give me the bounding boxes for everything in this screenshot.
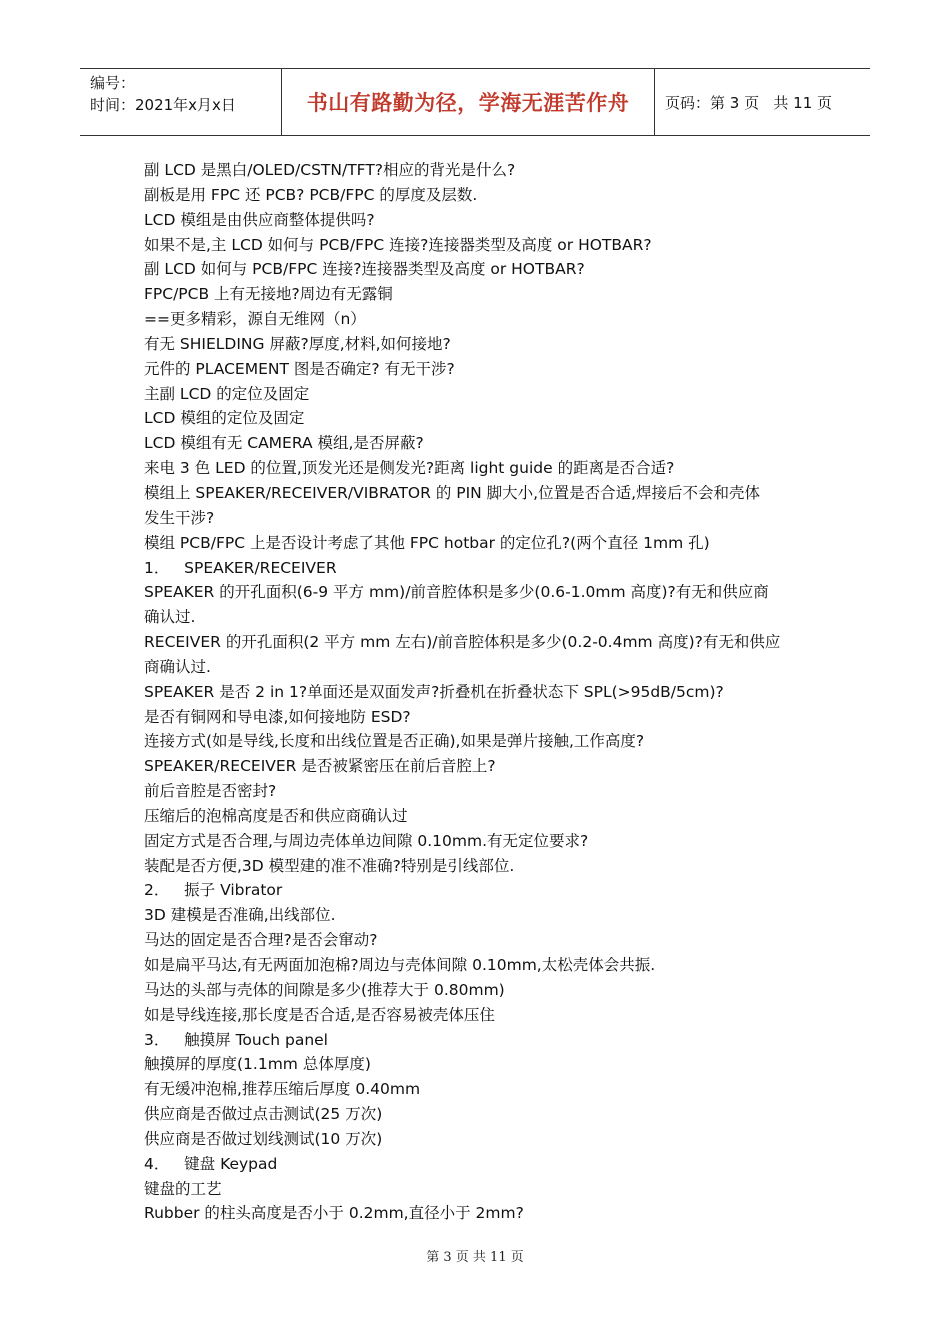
body-line: 如是导线连接,那长度是否合适,是否容易被壳体压住 [144,1005,495,1024]
body-line: 如是扁平马达,有无两面加泡棉?周边与壳体间隙 0.10mm,太松壳体会共振. [144,956,656,974]
body-line: 模组上 SPEAKER/RECEIVER/VIBRATOR 的 PIN 脚大小,位置是否合适,焊接后不会和壳体 [144,483,761,502]
body-line: 副板是用 FPC 还 PCB? PCB/FPC 的厚度及层数. [144,185,478,204]
body-line: SPEAKER 是否 2 in 1?单面还是双面发声?折叠机在折叠状态下 SPL(>95dB/5cm)? [144,682,724,701]
body-line: 主副 LCD 的定位及固定 [144,384,310,403]
body-line: 有无缓冲泡棉,推荐压缩后厚度 0.40mm [144,1080,421,1099]
body-line: 供应商是否做过点击测试(25 万次) [144,1105,383,1124]
document-body [144,158,820,1226]
header-page-info: 页码：第 3 页 共 11 页 [665,93,833,112]
body-line: 压缩后的泡棉高度是否和供应商确认过 [144,806,408,825]
body-line: FPC/PCB 上有无接地?周边有无露铜 [144,285,393,304]
body-line: SPEAKER/RECEIVER 是否被紧密压在前后音腔上? [144,757,496,776]
body-line: 装配是否方便,3D 模型建的准不准确?特别是引线部位. [144,856,515,875]
body-line: SPEAKER 的开孔面积(6-9 平方 mm)/前音腔体积是多少(0.6-1.0mm 高度)?有无和供应商 [144,583,769,602]
body-line: 连接方式(如是导线,长度和出线位置是否正确),如果是弹片接触,工作高度? [144,732,645,751]
header-motto: 书山有路勤为径，学海无涯苦作舟 [282,69,655,135]
body-line: 来电 3 色 LED 的位置,顶发光还是侧发光?距离 light guide 的距离是否合适? [144,459,675,478]
body-line: 商确认过. [144,657,211,676]
body-line: 模组 PCB/FPC 上是否设计考虑了其他 FPC hotbar 的定位孔?(两个直径 1mm 孔) [144,533,710,552]
header-info-cell [80,69,282,135]
body-line: 马达的头部与壳体的间隙是多少(推荐大于 0.80mm) [144,980,505,999]
body-line: 确认过. [144,608,196,627]
body-line: 键盘的工艺 [144,1179,222,1198]
body-line: LCD 模组有无 CAMERA 模组,是否屏蔽? [144,434,424,453]
section-heading: 1． SPEAKER/RECEIVER [144,558,337,577]
section-heading: 2． 振子 Vibrator [144,881,283,900]
body-line: RECEIVER 的开孔面积(2 平方 mm 左右)/前音腔体积是多少(0.2-0.4mm 高度)?有无和供应 [144,633,781,652]
body-line: 3D 建模是否准确,出线部位. [144,906,336,925]
body-line: 如果不是,主 LCD 如何与 PCB/FPC 连接?连接器类型及高度 or HOTBAR? [144,235,652,254]
body-line: 触摸屏的厚度(1.1mm 总体厚度) [144,1055,371,1074]
body-line: 发生干涉? [144,508,215,527]
body-line: LCD 模组的定位及固定 [144,409,305,428]
body-line: 供应商是否做过划线测试(10 万次) [144,1129,383,1148]
body-line: 元件的 PLACEMENT 图是否确定? 有无干涉? [144,359,455,378]
section-heading: 3． 触摸屏 Touch panel [144,1030,328,1049]
page-footer: 第 3 页 共 11 页 [426,1250,524,1265]
page-header [80,68,870,136]
body-line: 固定方式是否合理,与周边壳体单边间隙 0.10mm.有无定位要求? [144,831,589,850]
body-line: 有无 SHIELDING 屏蔽?厚度,材料,如何接地? [144,334,451,353]
body-line: 前后音腔是否密封? [144,782,277,801]
section-heading: 4． 键盘 Keypad [144,1154,278,1173]
body-line: Rubber 的柱头高度是否小于 0.2mm,直径小于 2mm? [144,1204,524,1223]
body-line: 副 LCD 是黑白/OLED/CSTN/TFT?相应的背光是什么? [144,161,516,179]
body-line: LCD 模组是由供应商整体提供吗? [144,210,375,229]
document-number-label: 编号： [90,74,136,92]
body-line: ==更多精彩，源自无维网（n） [144,310,366,329]
body-line: 是否有铜网和导电漆,如何接地防 ESD? [144,707,411,726]
document-time-label: 时间：2021年x月x日 [90,96,236,114]
body-line: 副 LCD 如何与 PCB/FPC 连接?连接器类型及高度 or HOTBAR? [144,260,585,279]
body-line: 马达的固定是否合理?是否会窜动? [144,931,378,950]
